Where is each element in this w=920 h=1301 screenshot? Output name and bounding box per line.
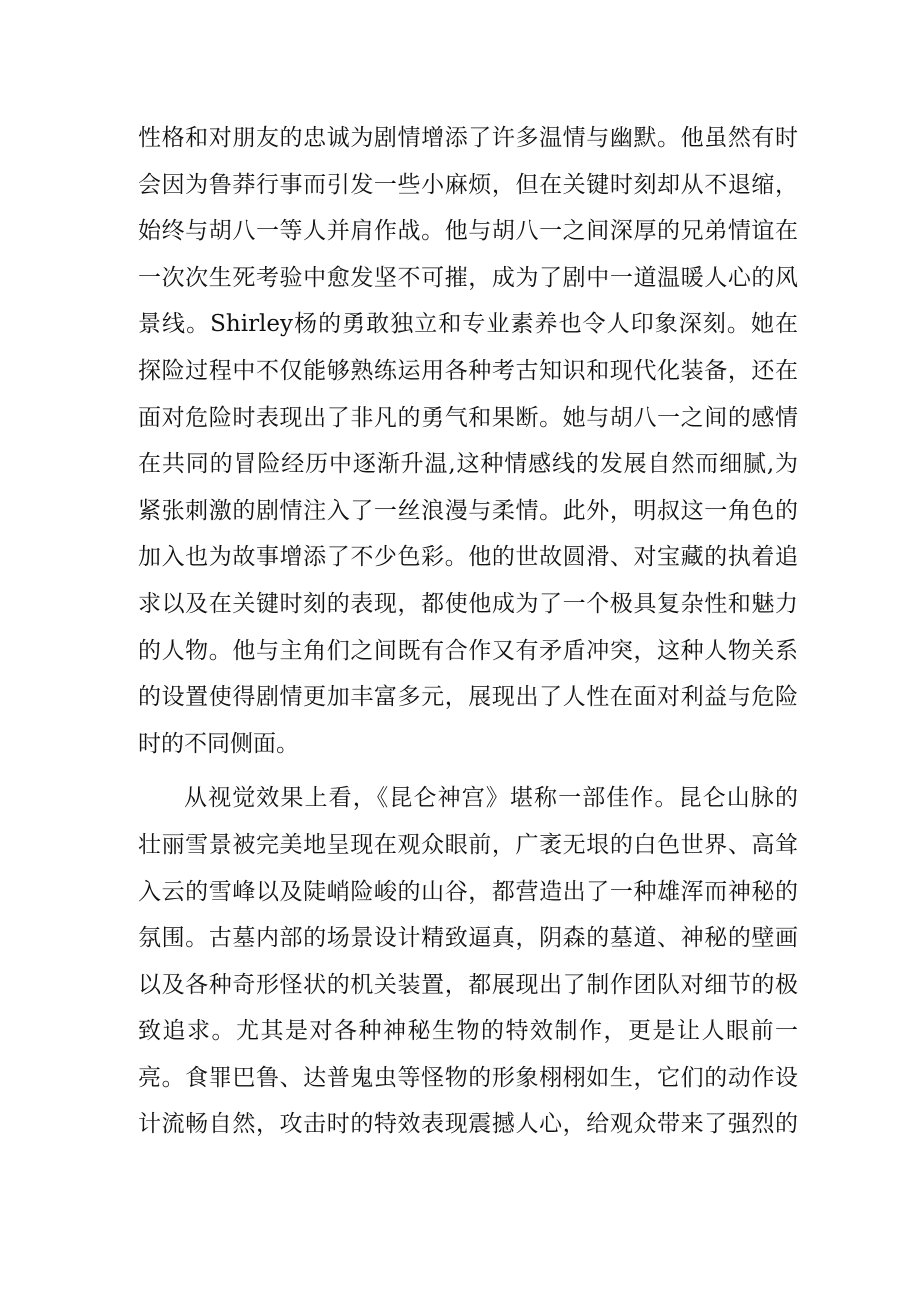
paragraph-spacer xyxy=(138,767,798,775)
paragraph-visual-effects xyxy=(138,775,798,1148)
text-line: 会因为鲁莽行事而引发一些小麻烦，但在关键时刻却从不退缩， xyxy=(138,171,798,198)
text-line: 从视觉效果上看，《昆仑神宫》堪称一部佳作。昆仑山脉的 xyxy=(184,785,798,812)
text-line: 紧张刺激的剧情注入了一丝浪漫与柔情。此外，明叔这一角色的 xyxy=(138,497,798,524)
text-line: 亮。食罪巴鲁、达普鬼虫等怪物的形象栩栩如生，它们的动作设 xyxy=(138,1064,798,1091)
text-line: 加入也为故事增添了不少色彩。他的世故圆滑、对宝藏的执着追 xyxy=(138,544,798,571)
body-text xyxy=(138,115,798,1148)
text-line: 探险过程中不仅能够熟练运用各种考古知识和现代化装备，还在 xyxy=(138,357,798,384)
text-line: 一次次生死考验中愈发坚不可摧，成为了剧中一道温暖人心的风 xyxy=(138,264,798,291)
text-line: 的设置使得剧情更加丰富多元，展现出了人性在面对利益与危险 xyxy=(138,684,798,711)
text-line: 的人物。他与主角们之间既有合作又有矛盾冲突，这种人物关系 xyxy=(138,637,798,664)
text-line: 时的不同侧面。 xyxy=(138,730,299,757)
text-line: 在共同的冒险经历中逐渐升温,这种情感线的发展自然而细腻,为 xyxy=(138,451,798,478)
text-line: 氛围。古墓内部的场景设计精致逼真，阴森的墓道、神秘的壁画 xyxy=(138,925,798,952)
text-line: 景线。Shirley杨的勇敢独立和专业素养也令人印象深刻。她在 xyxy=(138,311,798,338)
text-line: 计流畅自然，攻击时的特效表现震撼人心，给观众带来了强烈的 xyxy=(138,1111,798,1138)
text-line: 入云的雪峰以及陡峭险峻的山谷，都营造出了一种雄浑而神秘的 xyxy=(138,878,798,905)
text-line: 以及各种奇形怪状的机关装置，都展现出了制作团队对细节的极 xyxy=(138,971,798,998)
text-line: 性格和对朋友的忠诚为剧情增添了许多温情与幽默。他虽然有时 xyxy=(138,125,798,151)
text-line: 面对危险时表现出了非凡的勇气和果断。她与胡八一之间的感情 xyxy=(138,404,798,431)
text-line: 致追求。尤其是对各种神秘生物的特效制作，更是让人眼前一 xyxy=(138,1018,798,1045)
text-line: 求以及在关键时刻的表现，都使他成为了一个极具复杂性和魅力 xyxy=(138,590,798,617)
text-line: 壮丽雪景被完美地呈现在观众眼前，广袤无垠的白色世界、高耸 xyxy=(138,831,798,858)
text-line: 始终与胡八一等人并肩作战。他与胡八一之间深厚的兄弟情谊在 xyxy=(138,218,798,245)
paragraph-characters xyxy=(138,115,798,767)
